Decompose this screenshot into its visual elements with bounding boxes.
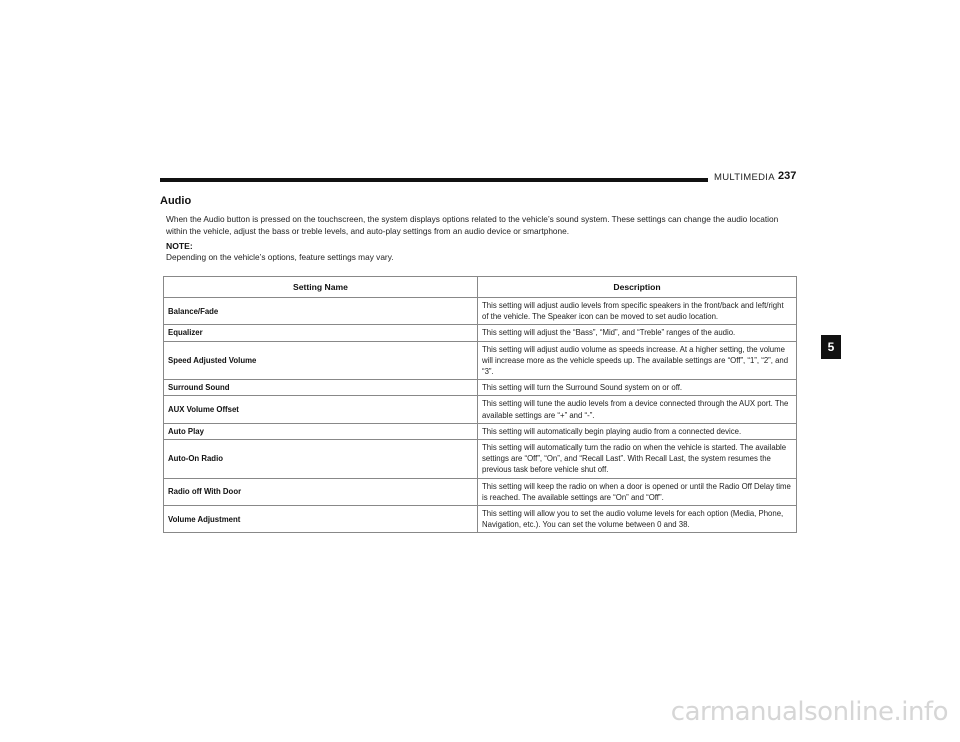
header-rule	[160, 178, 708, 182]
intro-paragraph: When the Audio button is pressed on the touchscreen, the system displays options related to the vehicle’s sound system. These settings can change the audio location within the vehicle, adjust the bass or treble levels, and auto-play settings from an audio device or smartphone.	[166, 214, 779, 236]
table-row	[164, 478, 797, 505]
table-row	[164, 298, 797, 325]
chapter-tab: 5	[821, 335, 841, 359]
column-header-setting-name: Setting Name	[164, 277, 478, 298]
setting-name: Radio off With Door	[164, 478, 478, 505]
setting-description: This setting will automatically begin playing audio from a connected device.	[478, 423, 797, 439]
table-row	[164, 506, 797, 533]
setting-name: Auto Play	[164, 423, 478, 439]
watermark: carmanualsonline.info	[670, 697, 948, 727]
table-row	[164, 440, 797, 479]
page-number: 237	[778, 170, 797, 182]
setting-description: This setting will adjust audio volume as speeds increase. At a higher setting, the volume will increase more as the vehicle speeds up. The available settings are “Off”, “1”, “2”, and “3”.	[478, 341, 797, 380]
setting-name: Equalizer	[164, 325, 478, 341]
setting-name: Balance/Fade	[164, 298, 478, 325]
section-heading: Audio	[160, 195, 192, 207]
table-row	[164, 341, 797, 380]
table-row	[164, 396, 797, 423]
setting-description: This setting will automatically turn the radio on when the vehicle is started. The available settings are “Off”, “On”, and “Recall Last”. With Recall Last, the system resumes the previous task before vehicle shut off.	[478, 440, 797, 479]
setting-description: This setting will tune the audio levels from a device connected through the AUX port. The available settings are “+” and “-”.	[478, 396, 797, 423]
column-header-description: Description	[478, 277, 797, 298]
setting-description: This setting will keep the radio on when a door is opened or until the Radio Off Delay time is reached. The available settings are “On” and “Off”.	[478, 478, 797, 505]
setting-name: Speed Adjusted Volume	[164, 341, 478, 380]
table-row	[164, 423, 797, 439]
running-header-section: MULTIMEDIA	[714, 172, 775, 183]
setting-name: Auto-On Radio	[164, 440, 478, 479]
setting-name: Volume Adjustment	[164, 506, 478, 533]
audio-settings-table	[163, 276, 797, 533]
setting-description: This setting will adjust audio levels from specific speakers in the front/back and left/right of the vehicle. The Speaker icon can be moved to set audio location.	[478, 298, 797, 325]
setting-description: This setting will turn the Surround Sound system on or off.	[478, 380, 797, 396]
table-header-row	[164, 277, 797, 298]
table-row	[164, 325, 797, 341]
setting-description: This setting will adjust the “Bass”, “Mid”, and “Treble” ranges of the audio.	[478, 325, 797, 341]
setting-name: Surround Sound	[164, 380, 478, 396]
note-label: NOTE:	[166, 241, 193, 251]
table-row	[164, 380, 797, 396]
setting-description: This setting will allow you to set the audio volume levels for each option (Media, Phone, Navigation, etc.). You can set the volume between 0 and 38.	[478, 506, 797, 533]
note-text: Depending on the vehicle’s options, feature settings may vary.	[166, 252, 394, 262]
setting-name: AUX Volume Offset	[164, 396, 478, 423]
